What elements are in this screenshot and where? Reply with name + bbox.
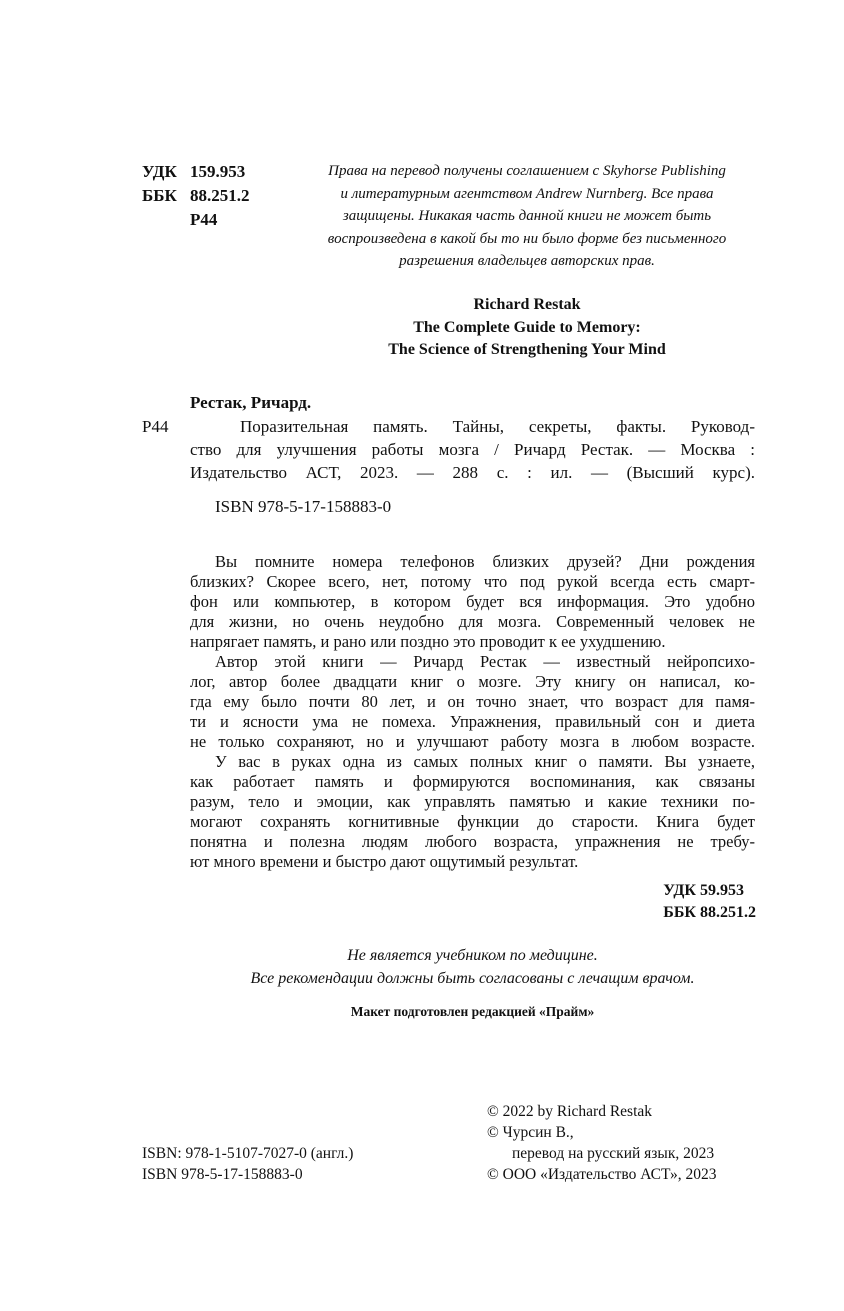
- layout-note: Макет подготовлен редакцией «Прайм»: [350, 1004, 595, 1019]
- copyright-line: © 2022 by Richard Restak: [487, 1103, 653, 1120]
- bottom-udk: УДК 59.953: [663, 882, 744, 899]
- rights-line: защищены. Никакая часть данной книги не может быть: [342, 208, 712, 224]
- original-author: Richard Restak: [473, 296, 581, 313]
- annotation-line: У вас в руках одна из самых полных книг о памяти. Вы узнаете,: [215, 752, 755, 771]
- annotation-line: не только сохраняют, но и улучшают работу мозга в любом возрасте.: [190, 732, 755, 751]
- rights-line: разрешения владельцев авторских прав.: [399, 253, 655, 269]
- udk-value: 159.953: [190, 162, 246, 181]
- rights-notice: [282, 160, 772, 273]
- annotation-line: лог, автор более двадцати книг о мозге. Эту книгу он написал, ко-: [190, 672, 755, 691]
- catalog-mark: Р44: [142, 417, 169, 436]
- udk-label: УДК: [142, 162, 177, 181]
- copyright-line: © ООО «Издательство АСТ», 2023: [487, 1166, 717, 1183]
- annotation-line: напрягает память, и рано или поздно это проводит к ее ухудшению.: [190, 632, 666, 651]
- annotation-line: гда ему было почти 80 лет, и он точно знает, что возраст для памя-: [190, 692, 755, 711]
- copyright-line: © Чурсин В.,: [487, 1124, 574, 1141]
- rights-line: и литературным агентством Andrew Nurnberg. Все права: [340, 185, 714, 202]
- isbn-russian: ISBN 978-5-17-158883-0: [142, 1166, 303, 1183]
- original-title: [282, 294, 772, 362]
- author-mark: Р44: [190, 210, 218, 229]
- bottom-bbk: ББК 88.251.2: [663, 904, 756, 921]
- classification-block: [142, 160, 250, 232]
- catalog-isbn: ISBN 978-5-17-158883-0: [215, 497, 392, 516]
- disclaimer-line: Не является учебником по медицине.: [347, 947, 598, 964]
- annotation-line: как работает память и формируются воспоминания, как связаны: [190, 772, 755, 791]
- bottom-classification: [663, 880, 756, 924]
- annotation-line: понятна и полезна людям любого возраста, упражнения не требу-: [190, 832, 755, 851]
- isbn-block: [142, 1143, 353, 1185]
- annotation-line: могают сохранять когнитивные функции до старости. Книга будет: [190, 812, 755, 831]
- annotation: [190, 552, 755, 872]
- isbn-english: ISBN: 978-1-5107-7027-0 (англ.): [142, 1145, 354, 1162]
- annotation-line: ют много времени и быстро дают ощутимый результат.: [190, 852, 579, 871]
- copyright-block: [487, 1101, 717, 1185]
- rights-line: Права на перевод получены соглашением с Skyhorse Publishing: [328, 163, 726, 179]
- annotation-line: Автор этой книги — Ричард Рестак — известный нейропсихо-: [215, 652, 755, 671]
- catalog-line: ство для улучшения работы мозга / Ричард Рестак. — Москва :: [190, 440, 755, 459]
- catalog-line: Издательство АСТ, 2023. — 288 с. : ил. — (Высший курс).: [190, 463, 755, 482]
- bbk-value: 88.251.2: [190, 186, 250, 205]
- original-subtitle-line: The Science of Strengthening Your Mind: [388, 341, 666, 358]
- annotation-line: фон или компьютер, в котором будет вся информация. Это удобно: [190, 592, 755, 611]
- annotation-line: ти и ясности ума не помеха. Упражнения, правильный сон и диета: [190, 712, 755, 731]
- catalog-description: [190, 415, 755, 484]
- original-title-line: The Complete Guide to Memory:: [413, 318, 641, 336]
- catalog-line: Поразительная память. Тайны, секреты, факты. Руковод-: [240, 417, 755, 436]
- annotation-line: близких? Скорее всего, нет, потому что под рукой всегда есть смарт-: [190, 572, 755, 591]
- annotation-line: Вы помните номера телефонов близких друзей? Дни рождения: [215, 552, 755, 571]
- rights-line: воспроизведена в какой бы то ни было форме без письменного: [327, 230, 727, 247]
- annotation-line: разум, тело и эмоции, как управлять памятью и какие техники по-: [190, 792, 755, 811]
- disclaimer-line: Все рекомендации должны быть согласованы с лечащим врачом.: [250, 970, 695, 987]
- copyright-line: перевод на русский язык, 2023: [512, 1145, 715, 1162]
- medical-disclaimer: [190, 944, 755, 990]
- annotation-line: для жизни, но очень неудобно для мозга. Современный человек не: [190, 612, 755, 631]
- bbk-label: ББК: [142, 186, 177, 205]
- catalog-author: Рестак, Ричард.: [190, 393, 312, 412]
